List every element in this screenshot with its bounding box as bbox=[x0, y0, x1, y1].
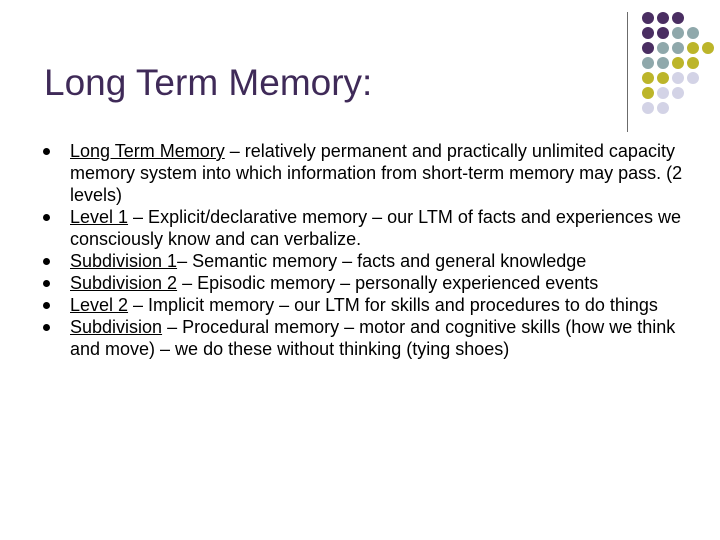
decorative-dot bbox=[657, 57, 669, 69]
decorative-dot bbox=[642, 72, 654, 84]
term-subdivision-2: Subdivision 2 bbox=[70, 273, 178, 293]
bullet-list bbox=[0, 140, 720, 360]
decorative-dot bbox=[642, 12, 654, 24]
definition-subdivision-1: – Semantic memory – facts and general knowledge bbox=[177, 251, 587, 271]
decorative-dot bbox=[657, 87, 669, 99]
decorative-dot bbox=[657, 12, 669, 24]
decorative-dot bbox=[687, 57, 699, 69]
term-subdivision: Subdivision bbox=[70, 317, 163, 337]
decorative-dot-grid bbox=[640, 12, 720, 122]
decorative-dot bbox=[672, 57, 684, 69]
decorative-dot bbox=[657, 72, 669, 84]
bullet-item-subdivision-2 bbox=[0, 272, 720, 294]
bullet-item-level-2 bbox=[0, 294, 720, 316]
decorative-dot bbox=[687, 72, 699, 84]
bullet-item-level-1 bbox=[0, 206, 720, 250]
term-level-1: Level 1 bbox=[70, 207, 129, 227]
bullet-item-long-term-memory bbox=[0, 140, 720, 206]
decorative-dot bbox=[672, 42, 684, 54]
decorative-dot bbox=[657, 27, 669, 39]
decorative-dot bbox=[672, 12, 684, 24]
decorative-dot bbox=[642, 57, 654, 69]
decorative-dot bbox=[642, 87, 654, 99]
bullet-dot-icon bbox=[43, 214, 50, 221]
decorative-dot bbox=[642, 102, 654, 114]
bullet-dot-icon bbox=[43, 280, 50, 287]
bullet-dot-icon bbox=[43, 148, 50, 155]
decorative-dot bbox=[687, 42, 699, 54]
decorative-dot bbox=[672, 27, 684, 39]
term-level-2: Level 2 bbox=[70, 295, 129, 315]
decorative-dot bbox=[642, 42, 654, 54]
term-subdivision-1: Subdivision 1 bbox=[70, 251, 178, 271]
slide-title: Long Term Memory: bbox=[44, 62, 373, 103]
decorative-dot bbox=[642, 27, 654, 39]
bullet-item-subdivision-procedural bbox=[0, 316, 720, 360]
bullet-dot-icon bbox=[43, 258, 50, 265]
definition-level-2: – Implicit memory – our LTM for skills and procedures to do things bbox=[128, 295, 658, 315]
decorative-dot bbox=[657, 102, 669, 114]
term-long-term-memory: Long Term Memory bbox=[70, 141, 225, 161]
definition-subdivision: – Procedural memory – motor and cognitive skills (how we think and move) – we do these without thinking (tying shoes) bbox=[70, 317, 676, 359]
definition-level-1: – Explicit/declarative memory – our LTM of facts and experiences we consciously know and can verbalize. bbox=[70, 207, 681, 249]
decorative-dot bbox=[672, 87, 684, 99]
bullet-item-subdivision-1 bbox=[0, 250, 720, 272]
decorative-dot bbox=[657, 42, 669, 54]
bullet-dot-icon bbox=[43, 324, 50, 331]
bullet-dot-icon bbox=[43, 302, 50, 309]
decorative-dot bbox=[687, 27, 699, 39]
decorative-dot bbox=[702, 42, 714, 54]
title-divider bbox=[627, 12, 628, 132]
definition-long-term-memory: – relatively permanent and practically unlimited capacity memory system into which information from short-term memory may pass. (2 levels) bbox=[70, 141, 683, 205]
definition-subdivision-2: – Episodic memory – personally experienced events bbox=[177, 273, 599, 293]
decorative-dot bbox=[672, 72, 684, 84]
